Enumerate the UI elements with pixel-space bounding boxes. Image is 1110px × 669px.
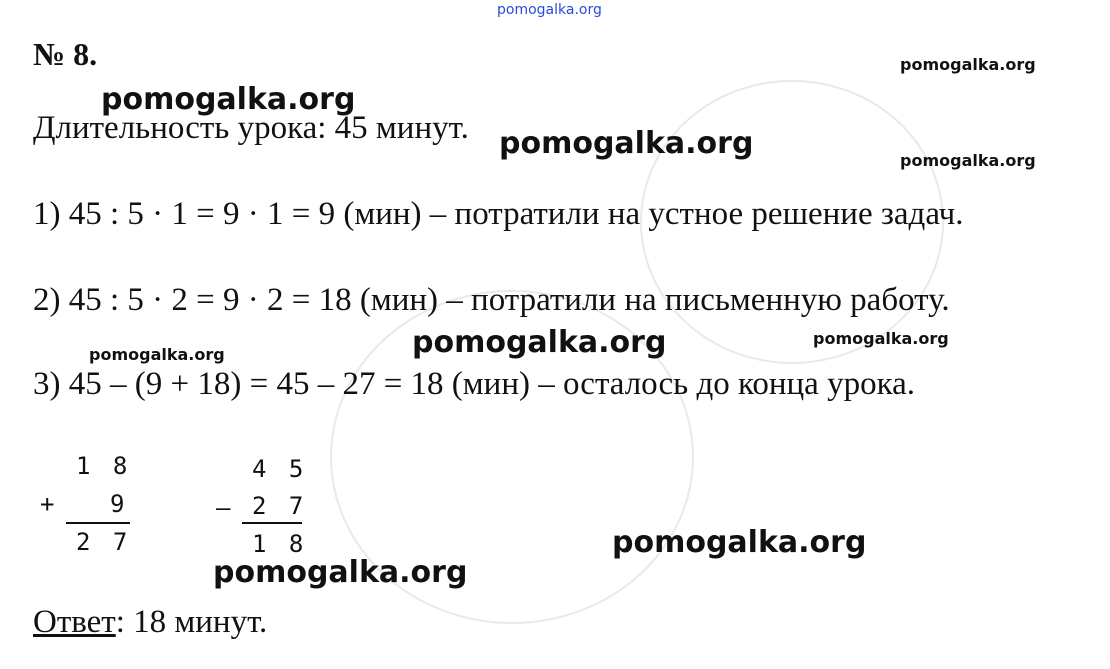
subtraction-sign: – — [216, 494, 235, 522]
watermark: pomogalka.org — [101, 82, 356, 117]
addition-result: 2 7 — [76, 528, 132, 556]
addition-sign: + — [40, 490, 59, 518]
subtraction-result: 1 8 — [252, 530, 308, 558]
step-2: 2) 45 : 5 · 2 = 9 · 2 = 18 (мин) – потратили на письменную работу. — [33, 282, 950, 318]
watermark-top: pomogalka.org — [497, 2, 602, 18]
answer-label: Ответ — [33, 604, 116, 640]
lesson-duration: Длительность урока: 45 минут. — [33, 110, 469, 146]
task-number: № 8. — [33, 36, 98, 72]
addition-middle: 9 — [110, 490, 129, 518]
watermark: pomogalka.org — [612, 525, 867, 560]
subtraction-top: 4 5 — [252, 455, 308, 483]
watermark: pomogalka.org — [499, 126, 754, 161]
watermark: pomogalka.org — [89, 345, 225, 364]
answer-line — [33, 604, 267, 641]
subtraction-middle: 2 7 — [252, 492, 308, 520]
watermark: pomogalka.org — [813, 329, 949, 348]
step-1: 1) 45 : 5 · 1 = 9 · 1 = 9 (мин) – потратили на устное решение задач. — [33, 196, 964, 232]
watermark: pomogalka.org — [213, 555, 468, 590]
watermark: pomogalka.org — [900, 55, 1036, 74]
watermark: pomogalka.org — [900, 151, 1036, 170]
watermark: pomogalka.org — [412, 325, 667, 360]
addition-top: 1 8 — [76, 452, 132, 480]
step-3: 3) 45 – (9 + 18) = 45 – 27 = 18 (мин) – осталось до конца урока. — [33, 366, 915, 402]
answer-text: : 18 минут. — [115, 604, 268, 640]
subtraction-rule — [242, 522, 302, 524]
addition-rule — [66, 522, 130, 524]
